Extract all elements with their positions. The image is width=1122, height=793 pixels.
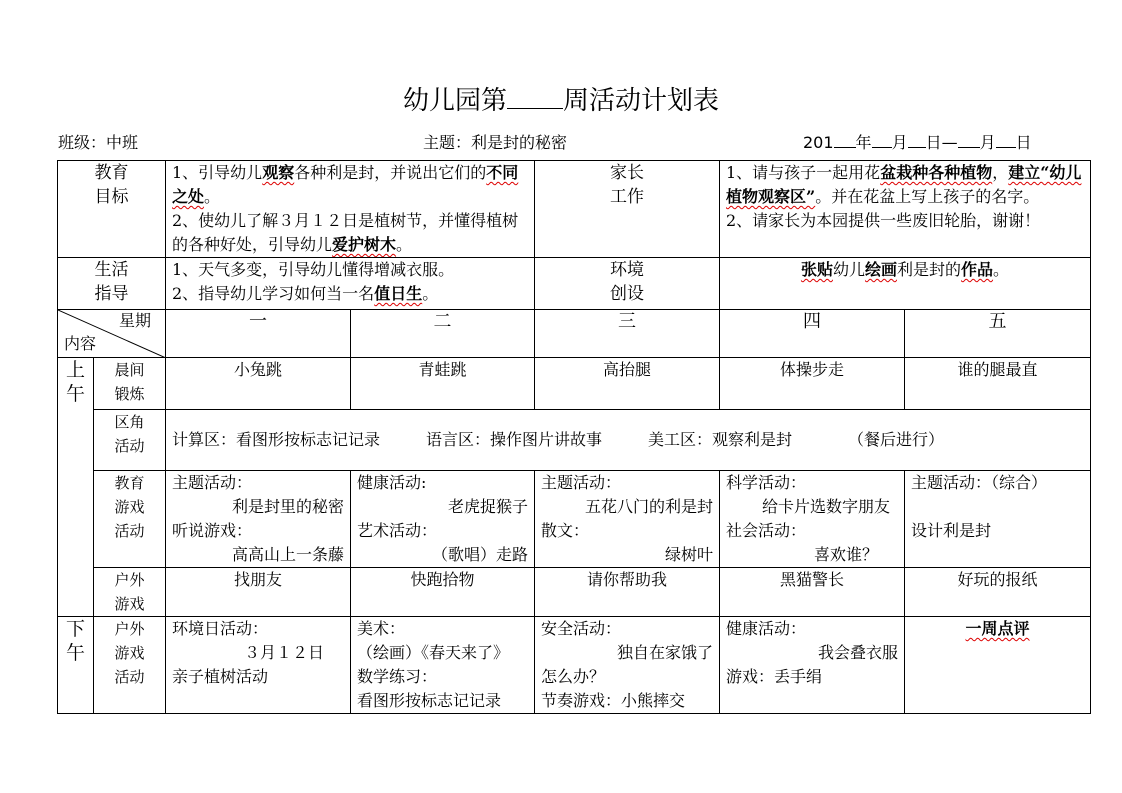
education-wed: 主题活动： 五花八门的利是封 散文： 绿树叶 [535,471,720,568]
exercise-row [58,358,1091,410]
life-content: 1、天气多变，引导幼儿懂得增减衣服。 2、指导幼儿学习如何当一名值日生。 [166,258,535,310]
afternoon-thu: 健康活动： 我会叠衣服 游戏：丢手绢 [720,617,905,714]
area-row [58,410,1091,471]
afternoon-row [58,617,1091,714]
class-label: 班级：中班 [58,133,139,152]
day-thu: 四 [720,310,905,358]
education-label: 教育 游戏 活动 [94,471,166,568]
day-mon: 一 [166,310,351,358]
corner-cell [58,310,166,358]
education-mon: 主题活动： 利是封里的秘密 听说游戏： 高高山上一条藤 [166,471,351,568]
education-thu: 科学活动： 给卡片选数字朋友 社会活动： 喜欢谁？ [720,471,905,568]
area-content: 计算区：看图形按标志记记录 语言区：操作图片讲故事 美工区：观察利是封 （餐后进行） [166,410,1091,471]
area-label: 区角 活动 [94,410,166,471]
afternoon-wed: 安全活动： 独自在家饿了 怎么办？ 节奏游戏：小熊摔交 [535,617,720,714]
outdoor-label: 户外 游戏 [94,568,166,617]
theme-label: 主题：利是封的秘密 [423,133,568,152]
exercise-fri: 谁的腿最直 [905,358,1091,410]
corner-content: 内容 [64,334,97,353]
weekly-review: 一周点评 [965,619,1030,638]
goals-content: 1、引导幼儿观察各种利是封，并说出它们的不同之处。 2、使幼儿了解３月１２日是植树节，并懂得植树的各种好处，引导幼儿爱护树木。 [166,161,535,258]
parents-label: 家长 工作 [535,161,720,258]
corner-weekday: 星期 [118,311,151,330]
afternoon-tue: 美术： （绘画）《春天来了》 数学练习： 看图形按标志记记录 [351,617,535,714]
environment-content: 张贴幼儿绘画利是封的作品。 [720,258,1091,310]
education-row [58,471,1091,568]
education-fri: 主题活动：（综合） 设计利是封 [905,471,1091,568]
goals-label: 教育 目标 [58,161,166,258]
afternoon-label: 下 午 [58,617,94,714]
outdoor-tue: 快跑拾物 [351,568,535,617]
outdoor-wed: 请你帮助我 [535,568,720,617]
page-title: 幼儿园第 周活动计划表 [402,86,720,116]
afternoon-mon: 环境日活动： ３月１２日 亲子植树活动 [166,617,351,714]
outdoor-mon: 找朋友 [166,568,351,617]
goals-row [58,161,1091,258]
weekly-plan-table [57,160,1091,714]
day-header-row [58,310,1091,358]
outdoor-row [58,568,1091,617]
parents-content: 1、请与孩子一起用花盆栽种各种植物，建立“幼儿植物观察区”。并在花盆上写上孩子的名字。 2、请家长为本园提供一些废旧轮胎，谢谢！ [720,161,1091,258]
education-tue: 健康活动: 老虎捉猴子 艺术活动： （歌唱）走路 [351,471,535,568]
day-wed: 三 [535,310,720,358]
exercise-thu: 体操步走 [720,358,905,410]
outdoor-fri: 好玩的报纸 [905,568,1091,617]
week-number-blank [507,88,563,109]
exercise-tue: 青蛙跳 [351,358,535,410]
afternoon-fri [905,617,1091,714]
life-row [58,258,1091,310]
day-fri: 五 [905,310,1091,358]
environment-label: 环境 创设 [535,258,720,310]
morning-label: 上 午 [58,358,94,617]
date-range: 201 年 月 日— 月 日 [803,133,1032,152]
life-label: 生活 指导 [58,258,166,310]
exercise-mon: 小兔跳 [166,358,351,410]
exercise-label: 晨间 锻炼 [94,358,166,410]
exercise-wed: 高抬腿 [535,358,720,410]
outdoor-thu: 黑猫警长 [720,568,905,617]
day-tue: 二 [351,310,535,358]
afternoon-activity-label: 户外 游戏 活动 [94,617,166,714]
